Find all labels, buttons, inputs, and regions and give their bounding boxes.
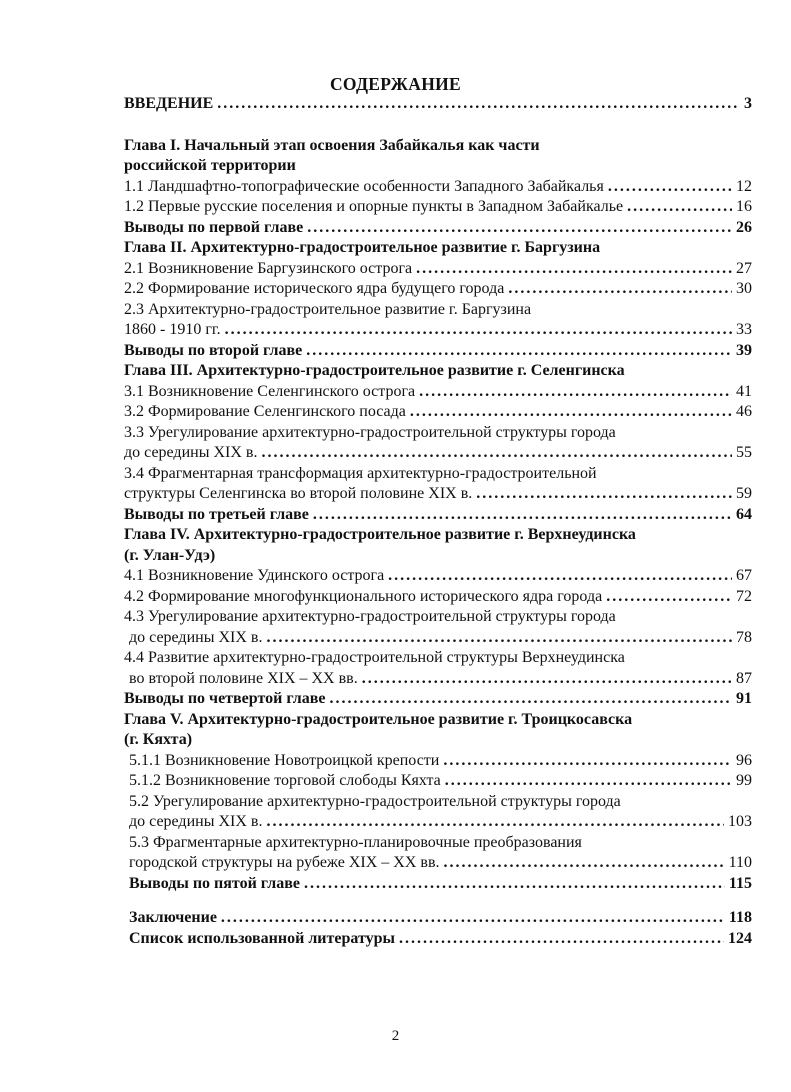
toc-entry-page: 96 bbox=[736, 751, 752, 769]
toc-entry-4-1 bbox=[124, 566, 752, 587]
leader-dots bbox=[217, 94, 740, 115]
page-title: СОДЕРЖАНИЕ bbox=[329, 74, 461, 94]
toc-entry-5-1-2 bbox=[124, 771, 752, 792]
toc-entry-label: 3.1 Возникновение Селенгинского острога bbox=[124, 382, 416, 400]
toc-entry-page: 39 bbox=[736, 341, 752, 359]
toc-entry-page: 91 bbox=[736, 690, 752, 707]
toc-entry-page: 3 bbox=[744, 95, 752, 112]
toc-entry-5-3 bbox=[124, 853, 752, 874]
toc-entry-page: 87 bbox=[736, 669, 752, 687]
toc-entry-label: структуры Селенгинска во второй половине XIX в. bbox=[124, 485, 473, 502]
leader-dots bbox=[608, 177, 732, 198]
toc-entry-4-4 bbox=[124, 669, 752, 690]
toc-entry-page: 64 bbox=[736, 505, 752, 523]
chapter-4-heading-line-2: (г. Улан-Удэ) bbox=[124, 546, 216, 564]
chapter-1-heading-line-1: Глава I. Начальный этап освоения Забайкалья как части bbox=[124, 136, 540, 154]
toc-entry-chapter-1-conclusions bbox=[124, 218, 752, 239]
toc-entry-chapter-2-conclusions bbox=[124, 341, 752, 362]
toc-entry-3-1 bbox=[124, 382, 752, 403]
toc-entry-3-3 bbox=[124, 443, 752, 464]
leader-dots bbox=[476, 484, 732, 505]
chapter-4-heading-line-1: Глава IV. Архитектурно-градостроительное развитие г. Верхнеудинска bbox=[124, 526, 636, 543]
toc-entry-label: Выводы по четвертой главе bbox=[124, 690, 326, 707]
toc-entry-5-2 bbox=[124, 812, 752, 833]
toc-entry-label: Выводы по первой главе bbox=[124, 218, 304, 236]
toc-entry-4-4-line-1: 4.4 Развитие архитектурно-градостроительной структуры Верхнеудинска bbox=[124, 649, 625, 666]
toc-entry-page: 33 bbox=[736, 321, 752, 338]
leader-dots bbox=[221, 908, 725, 929]
toc-entry-label: Список использованной литературы bbox=[129, 929, 395, 947]
toc-entry-label: 5.1.2 Возникновение торговой слободы Кяхта bbox=[129, 772, 441, 789]
toc-entry-label: Выводы по второй главе bbox=[124, 341, 303, 359]
toc-entry-page: 27 bbox=[736, 259, 752, 277]
toc-entry-2-1 bbox=[124, 259, 752, 280]
leader-dots bbox=[410, 402, 732, 423]
leader-dots bbox=[307, 218, 732, 239]
toc-entry-label: 2.2 Формирование исторического ядра будущего города bbox=[124, 280, 505, 297]
toc-entry-page: 55 bbox=[736, 444, 752, 461]
leader-dots bbox=[304, 874, 725, 895]
toc-entry-introduction bbox=[124, 94, 752, 115]
leader-dots bbox=[313, 505, 732, 526]
leader-dots bbox=[399, 929, 724, 950]
leader-dots bbox=[419, 382, 732, 403]
toc-entry-label: 1.1 Ландшафтно-топографические особенности Западного Забайкалья bbox=[124, 177, 604, 195]
toc-entry-5-1-1 bbox=[124, 751, 752, 772]
toc-entry-page: 72 bbox=[736, 587, 752, 605]
toc-entry-label: до середины XIX в. bbox=[129, 813, 263, 830]
toc-entry-page: 46 bbox=[736, 403, 752, 420]
leader-dots bbox=[443, 751, 732, 772]
toc-entry-2-3 bbox=[124, 320, 752, 341]
toc-entry-bibliography bbox=[124, 929, 752, 950]
leader-dots bbox=[225, 320, 732, 341]
toc-entry-page: 26 bbox=[736, 218, 752, 236]
chapter-5-heading-line-2: (г. Кяхта) bbox=[124, 731, 193, 748]
toc-entry-3-4 bbox=[124, 484, 752, 505]
toc-entry-4-3-line-1: 4.3 Урегулирование архитектурно-градостроительной структуры города bbox=[124, 608, 616, 625]
toc-entry-page: 115 bbox=[728, 874, 752, 892]
toc-entry-label: Выводы по пятой главе bbox=[129, 874, 300, 892]
toc-entry-page: 16 bbox=[736, 198, 752, 215]
leader-dots bbox=[606, 587, 732, 608]
leader-dots bbox=[445, 771, 732, 792]
toc-entry-page: 30 bbox=[736, 280, 752, 297]
toc-entry-label: городской структуры на рубеже XIX – XX вв. bbox=[129, 854, 440, 871]
toc-entry-page: 103 bbox=[728, 813, 752, 830]
page-number: 2 bbox=[391, 1028, 400, 1044]
toc-entry-label: Выводы по третьей главе bbox=[124, 505, 309, 523]
toc-entry-label: 4.2 Формирование многофункционального исторического ядра города bbox=[124, 587, 603, 605]
leader-dots bbox=[306, 341, 732, 362]
toc-entry-page: 118 bbox=[728, 909, 752, 926]
toc-entry-conclusion bbox=[124, 908, 752, 929]
chapter-5-heading-line-1: Глава V. Архитектурно-градостроительное развитие г. Троицкосавска bbox=[124, 710, 633, 728]
leader-dots bbox=[266, 812, 724, 833]
chapter-3-heading: Глава III. Архитектурно-градостроительное развитие г. Селенгинска bbox=[124, 362, 625, 379]
toc-entry-5-3-line-1: 5.3 Фрагментарные архитектурно-планировочные преобразования bbox=[129, 833, 582, 851]
toc-entry-page: 67 bbox=[736, 567, 752, 584]
leader-dots bbox=[444, 853, 725, 874]
toc-entry-page: 124 bbox=[728, 929, 752, 947]
toc-entry-2-2 bbox=[124, 279, 752, 300]
toc-entry-label: Заключение bbox=[129, 909, 217, 926]
leader-dots bbox=[330, 689, 733, 710]
toc-entry-page: 110 bbox=[728, 854, 752, 871]
toc-entry-label: ВВЕДЕНИЕ bbox=[124, 95, 214, 112]
toc-entry-3-2 bbox=[124, 402, 752, 423]
leader-dots bbox=[261, 443, 732, 464]
leader-dots bbox=[627, 197, 732, 218]
toc-entry-page: 59 bbox=[736, 485, 752, 502]
toc-entry-label: до середины XIX в. bbox=[129, 628, 263, 646]
chapter-2-heading: Глава II. Архитектурно-градостроительное развитие г. Баргузина bbox=[124, 239, 601, 256]
toc-entry-label: 1860 - 1910 гг. bbox=[124, 321, 221, 338]
toc-entry-3-3-line-1: 3.3 Урегулирование архитектурно-градостроительной структуры города bbox=[124, 423, 616, 441]
leader-dots bbox=[508, 279, 732, 300]
toc-entry-4-3 bbox=[124, 628, 752, 649]
toc-entry-page: 41 bbox=[736, 382, 752, 400]
toc-entry-4-2 bbox=[124, 587, 752, 608]
toc-entry-label: 5.1.1 Возникновение Новотроицкой крепости bbox=[129, 751, 440, 769]
toc-entry-label: во второй половине XIX – XX вв. bbox=[129, 669, 358, 687]
toc-entry-label: 2.1 Возникновение Баргузинского острога bbox=[124, 259, 413, 277]
toc-entry-label: 1.2 Первые русские поселения и опорные пункты в Западном Забайкалье bbox=[124, 198, 624, 215]
table-of-contents bbox=[124, 94, 752, 949]
toc-entry-5-2-line-1: 5.2 Урегулирование архитектурно-градостроительной структуры города bbox=[129, 792, 621, 810]
toc-entry-label: до середины XIX в. bbox=[124, 444, 258, 461]
toc-entry-label: 4.1 Возникновение Удинского острога bbox=[124, 567, 385, 584]
toc-entry-chapter-4-conclusions bbox=[124, 689, 752, 710]
leader-dots bbox=[388, 566, 732, 587]
toc-entry-1-1 bbox=[124, 177, 752, 198]
toc-entry-page: 12 bbox=[736, 177, 752, 195]
toc-entry-3-4-line-1: 3.4 Фрагментарная трансформация архитектурно-градостроительной bbox=[124, 464, 597, 482]
leader-dots bbox=[266, 628, 732, 649]
leader-dots bbox=[362, 669, 732, 690]
toc-entry-label: 3.2 Формирование Селенгинского посада bbox=[124, 403, 406, 420]
toc-entry-page: 78 bbox=[736, 628, 752, 646]
toc-entry-page: 99 bbox=[736, 772, 752, 789]
chapter-1-heading-line-2: российской территории bbox=[124, 157, 296, 174]
toc-entry-2-3-line-1: 2.3 Архитектурно-градостроительное развитие г. Баргузина bbox=[124, 300, 532, 318]
toc-entry-chapter-3-conclusions bbox=[124, 505, 752, 526]
toc-entry-chapter-5-conclusions bbox=[124, 874, 752, 895]
toc-entry-1-2 bbox=[124, 197, 752, 218]
leader-dots bbox=[416, 259, 732, 280]
